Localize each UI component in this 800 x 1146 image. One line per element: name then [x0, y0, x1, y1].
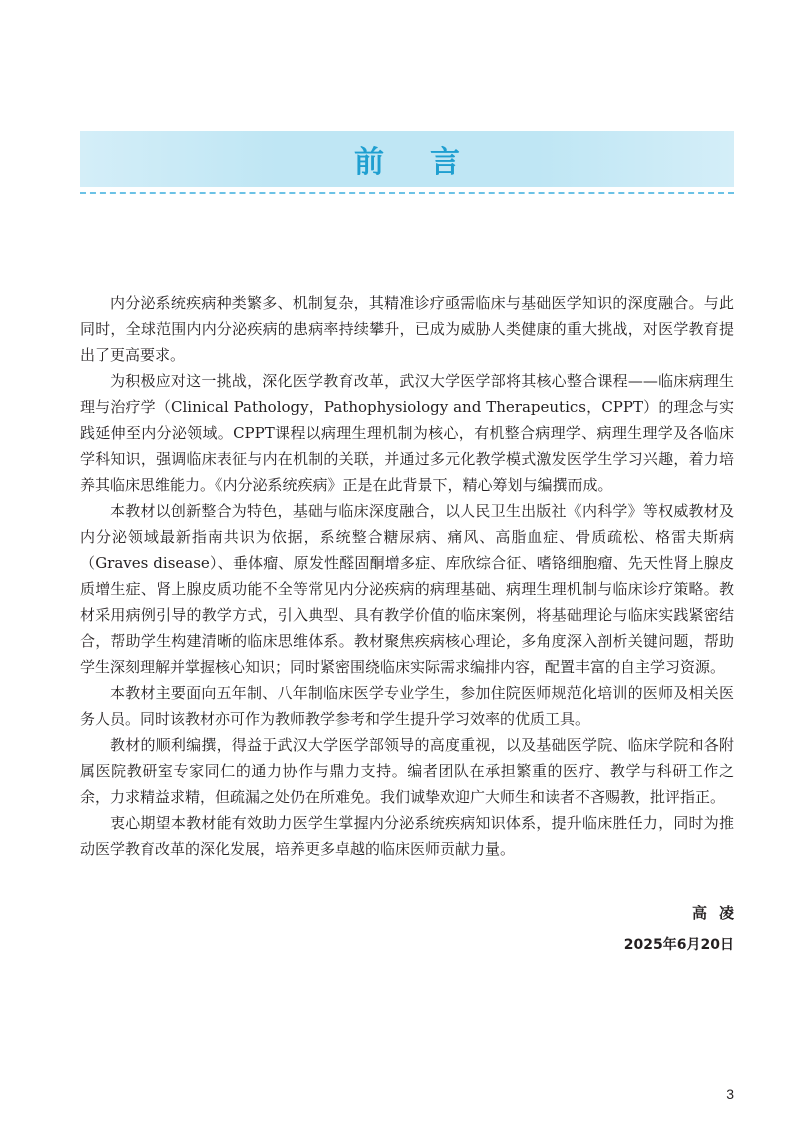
paragraph: 为积极应对这一挑战，深化医学教育改革，武汉大学医学部将其核心整合课程——临床病理生理与治疗学（Clinical Pathology，Pathophysiology and Therapeutics，CPPT）的理念与实践延伸至内分泌领域。CPPT课程以病理生理机制为核心，有机整合病理学、病理生理学及各临床学科知识，强调临床表征与内在机制的关联，并通过多元化教学模式激发医学生学习兴趣，着力培养其临床思维能力。《内分泌系统疾病》正是在此背景下，精心筹划与编撰而成。 [80, 372, 734, 494]
paragraph: 教材的顺利编撰，得益于武汉大学医学部领导的高度重视，以及基础医学院、临床学院和各附属医院教研室专家同仁的通力协作与鼎力支持。编者团队在承担繁重的医疗、教学与科研工作之余，力求精益求精，但疏漏之处仍在所难免。我们诚挚欢迎广大师生和读者不吝赐教，批评指正。 [80, 736, 734, 806]
preface-body [80, 290, 734, 862]
page-title: 前言 [354, 145, 506, 180]
page-number: 3 [726, 1086, 734, 1102]
paragraph: 本教材以创新整合为特色，基础与临床深度融合，以人民卫生出版社《内科学》等权威教材及内分泌领域最新指南共识为依据，系统整合糖尿病、痛风、高脂血症、骨质疏松、格雷夫斯病（Graves disease）、垂体瘤、原发性醛固酮增多症、库欣综合征、嗜铬细胞瘤、先天性肾上腺皮质增生症、肾上腺皮质功能不全等常见内分泌疾病的病理基础、病理生理机制与临床诊疗策略。教材采用病例引导的教学方式，引入典型、具有教学价值的临床案例，将基础理论与临床实践紧密结合，帮助学生构建清晰的临床思维体系。教材聚焦疾病核心理论，多角度深入剖析关键问题，帮助学生深刻理解并掌握核心知识；同时紧密围绕临床实际需求编排内容，配置丰富的自主学习资源。 [80, 502, 734, 676]
header-divider [80, 192, 734, 194]
signature-date: 2025年6月20日 [623, 937, 734, 953]
paragraph: 衷心期望本教材能有效助力医学生掌握内分泌系统疾病知识体系，提升临床胜任力，同时为推动医学教育改革的深化发展，培养更多卓越的临床医师贡献力量。 [80, 814, 734, 858]
paragraph: 内分泌系统疾病种类繁多、机制复杂，其精准诊疗亟需临床与基础医学知识的深度融合。与此同时，全球范围内内分泌疾病的患病率持续攀升，已成为威胁人类健康的重大挑战，对医学教育提出了更高要求。 [80, 294, 734, 364]
paragraph: 本教材主要面向五年制、八年制临床医学专业学生，参加住院医师规范化培训的医师及相关医务人员。同时该教材亦可作为教师教学参考和学生提升学习效率的优质工具。 [80, 684, 734, 728]
author-signature: 高凌 [691, 904, 746, 922]
preface-header-band [80, 131, 734, 187]
